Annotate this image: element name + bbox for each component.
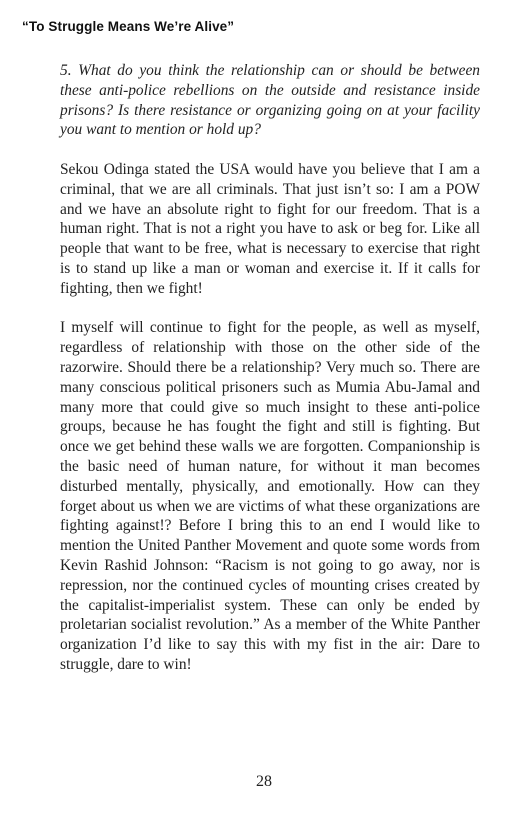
question-paragraph: 5. What do you think the relationship can or should be between these anti-police rebellions on the outside and resistance inside prisons? Is there resistance or organizing going on at your facility you want to mention or hold up? (60, 62, 480, 139)
page-number: 28 (256, 773, 272, 790)
running-head: “To Struggle Means We’re Alive” (22, 19, 235, 34)
answer-paragraph-2: I myself will continue to fight for the people, as well as myself, regardless of relationship with those on the other side of the razorwire. Should there be a relationship? Very much so. There are many conscious political prisoners such as Mumia Abu-Jamal and many more that could give so much insight to these anti-police groups, because he has fought the fight and still is fighting. But once we get behind these walls we are forgotten. Companionship is the basic need of human nature, for without it man becomes disturbed mentally, physically, and emotionally. How can they forget about us when we are victims of what these organizations are fighting against!? Before I bring this to an end I would like to mention the United Panther Movement and quote some words from Kevin Rashid Johnson: “Racism is not going to go away, nor is repression, nor the continued cycles of mounting crises created by the capitalist-imperialist system. These can only be ended by proletarian socialist revolution.” As a member of the White Panther organization I’d like to say this with my fist in the air: Dare to struggle, dare to win! (60, 319, 480, 673)
body-text (60, 61, 480, 695)
answer-paragraph-1: Sekou Odinga stated the USA would have you believe that I am a criminal, that we are all criminals. That just isn’t so: I am a POW and we have an absolute right to fight for our freedom. That is a human right. That is not a right you have to ask or beg for. Like all people that want to be free, what is necessary to exercise that right is to stand up like a man or woman and exercise it. If it calls for fighting, then we fight! (60, 160, 480, 297)
